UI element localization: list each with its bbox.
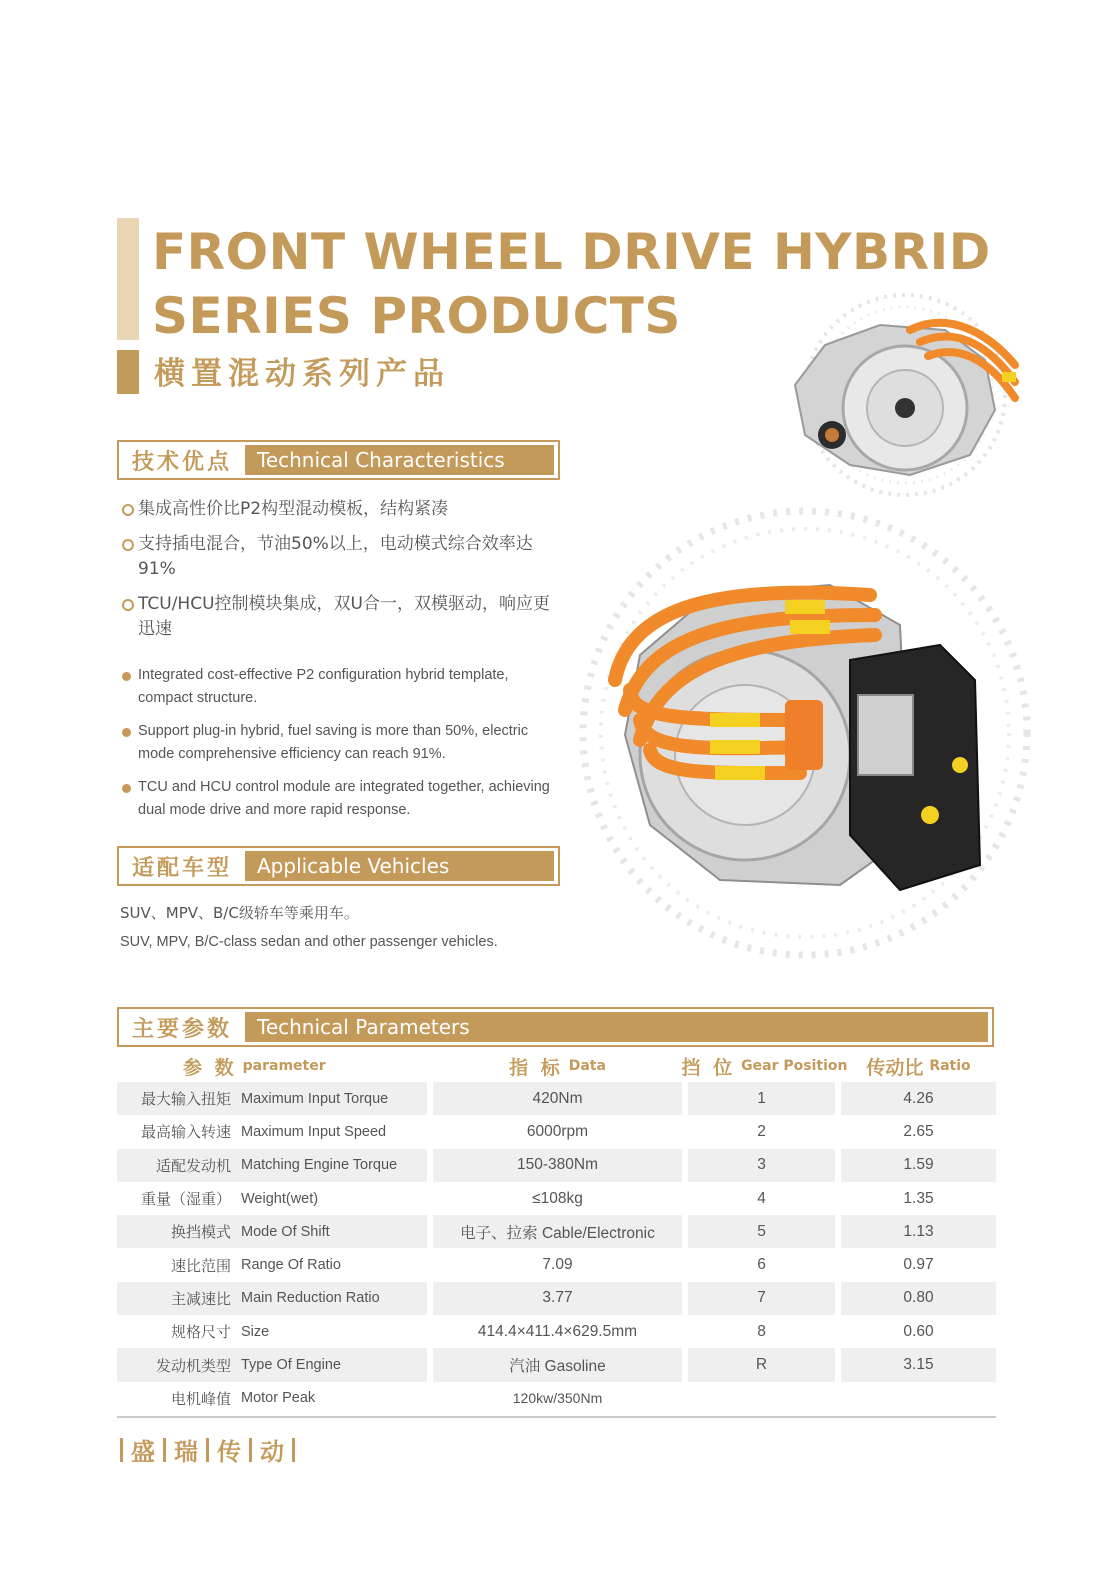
param-name-en: Mode Of Shift <box>241 1223 330 1240</box>
list-item-text: 集成高性价比P2构型混动模板，结构紧凑 <box>138 499 449 519</box>
ratio-cell: 0.97 <box>903 1256 934 1274</box>
page-title-chinese: 横置混动系列产品 <box>154 356 450 392</box>
param-name-en: Type Of Engine <box>241 1357 341 1374</box>
table-row <box>117 1115 996 1148</box>
ratio-cell: 0.80 <box>841 1282 996 1315</box>
param-cell <box>117 1215 427 1248</box>
value-cell: 3.77 <box>433 1282 682 1315</box>
dot-bullet-icon <box>122 784 131 793</box>
transmission-large-illustration <box>570 505 1040 960</box>
brand-separator <box>120 1438 123 1462</box>
gear-cell: 7 <box>688 1282 835 1315</box>
page-title-line-1: FRONT WHEEL DRIVE HYBRID <box>152 223 991 281</box>
applicable-vehicles-label-cn: 适配车型 <box>131 855 232 881</box>
param-name-en: Main Reduction Ratio <box>241 1290 380 1307</box>
param-name-en: Size <box>241 1323 270 1340</box>
gear-cell: 6 <box>757 1256 766 1274</box>
ratio-cell: 1.35 <box>903 1189 934 1207</box>
title-accent-bar <box>117 218 139 340</box>
param-name-cn: 适配发动机 <box>155 1156 231 1175</box>
technical-characteristics-label-en: Technical Characteristics <box>245 445 554 475</box>
param-cell <box>117 1115 427 1148</box>
list-item-text: TCU/HCU控制模块集成，双U合一，双模驱动，响应更迅速 <box>138 594 550 639</box>
dot-bullet-icon <box>122 728 131 737</box>
ratio-cell: 1.13 <box>841 1215 996 1248</box>
param-cell <box>117 1149 427 1182</box>
list-item <box>122 497 562 522</box>
param-name-cn: 速比范围 <box>170 1256 231 1275</box>
list-item-text: 支持插电混合，节油50%以上，电动模式综合效率达91% <box>138 534 533 579</box>
technical-parameters-header <box>117 1007 994 1047</box>
value-cell: 电子、拉索 Cable/Electronic <box>433 1215 682 1248</box>
param-cell <box>117 1382 427 1415</box>
brand-char: 动 <box>260 1438 284 1466</box>
header-data-cn: 指 标 <box>509 1056 563 1079</box>
brand-separator <box>163 1438 166 1462</box>
gear-cell: 4 <box>757 1189 766 1207</box>
table-row <box>117 1382 996 1415</box>
header-gear-cn: 挡 位 <box>681 1056 736 1079</box>
value-cell: 7.09 <box>542 1256 573 1274</box>
header-parameter-en: parameter <box>242 1058 326 1074</box>
header-data <box>433 1053 688 1080</box>
param-cell <box>117 1182 427 1215</box>
param-name-en: Weight(wet) <box>241 1190 319 1207</box>
gear-cell <box>688 1382 835 1415</box>
ratio-cell: 3.15 <box>841 1348 996 1381</box>
applicable-vehicles-text-cn: SUV、MPV、B/C级轿车等乘用车。 <box>120 904 359 922</box>
technical-characteristics-header <box>117 440 560 480</box>
transmission-small-illustration <box>770 290 1035 500</box>
header-gear <box>681 1053 848 1080</box>
gear-cell: 8 <box>757 1322 766 1340</box>
param-cell <box>117 1315 427 1348</box>
gear-cell: 3 <box>688 1149 835 1182</box>
characteristics-list-cn <box>122 497 562 652</box>
param-name-cn: 发动机类型 <box>155 1356 231 1375</box>
value-cell: 150-380Nm <box>433 1149 682 1182</box>
parameters-table <box>117 1050 996 1418</box>
gear-cell: R <box>688 1348 835 1381</box>
param-name-cn: 电机峰值 <box>170 1389 231 1408</box>
list-item-text: Integrated cost-effective P2 configuration hybrid template, compact structure. <box>138 667 509 706</box>
table-row <box>117 1248 996 1281</box>
param-name-cn: 主减速比 <box>170 1289 231 1308</box>
param-name-en: Motor Peak <box>241 1390 316 1407</box>
value-cell: 汽油 Gasoline <box>433 1348 682 1381</box>
dot-bullet-icon <box>122 672 131 681</box>
ratio-cell <box>841 1382 996 1415</box>
brand-separator <box>249 1438 252 1462</box>
list-item <box>122 592 562 642</box>
value-cell: 420Nm <box>433 1082 682 1115</box>
brand-char: 瑞 <box>174 1438 198 1466</box>
param-cell <box>117 1082 427 1115</box>
ring-bullet-icon <box>122 599 134 611</box>
brand-char: 盛 <box>131 1438 155 1466</box>
table-row <box>117 1149 996 1182</box>
brand-separator <box>206 1438 209 1462</box>
param-name-cn: 换挡模式 <box>170 1223 231 1242</box>
table-row <box>117 1315 996 1348</box>
value-cell: 6000rpm <box>526 1122 589 1140</box>
brand-separator <box>292 1438 295 1462</box>
param-cell <box>117 1348 427 1381</box>
subtitle-accent-bar <box>117 350 139 394</box>
header-parameter <box>117 1053 433 1080</box>
param-cell <box>117 1248 427 1281</box>
list-item <box>122 720 562 766</box>
param-name-cn: 最高输入转速 <box>140 1123 231 1142</box>
param-name-cn: 重量（湿重） <box>140 1190 231 1209</box>
technical-parameters-label-en: Technical Parameters <box>245 1012 988 1042</box>
list-item-text: TCU and HCU control module are integrated together, achieving dual mode drive and more rapid response. <box>138 779 550 818</box>
header-ratio-en: Ratio <box>929 1058 971 1074</box>
technical-parameters-label-cn: 主要参数 <box>131 1016 232 1042</box>
header-ratio <box>841 1053 996 1080</box>
applicable-vehicles-label-en: Applicable Vehicles <box>245 851 554 881</box>
list-item <box>122 532 562 582</box>
table-row <box>117 1215 996 1248</box>
table-row <box>117 1182 996 1215</box>
list-item <box>122 776 562 822</box>
applicable-vehicles-header <box>117 846 560 886</box>
list-item-text: Support plug-in hybrid, fuel saving is more than 50%, electric mode comprehensive efficiency can reach 91%. <box>138 723 529 762</box>
ratio-cell: 0.60 <box>903 1322 934 1340</box>
ratio-cell: 4.26 <box>841 1082 996 1115</box>
table-header-row <box>117 1050 996 1082</box>
applicable-vehicles-text-en: SUV, MPV, B/C-class sedan and other passenger vehicles. <box>120 934 498 950</box>
value-cell: 414.4×411.4×629.5mm <box>477 1322 638 1340</box>
param-cell <box>117 1282 427 1315</box>
gear-cell: 1 <box>688 1082 835 1115</box>
list-item <box>122 664 562 710</box>
table-bottom-rule <box>117 1416 996 1418</box>
header-data-en: Data <box>568 1058 606 1074</box>
table-row <box>117 1082 996 1115</box>
param-name-en: Range Of Ratio <box>241 1257 341 1274</box>
gear-cell: 2 <box>757 1122 766 1140</box>
technical-characteristics-label-cn: 技术优点 <box>131 449 232 475</box>
page-title-line-2: SERIES PRODUCTS <box>152 287 681 345</box>
param-name-cn: 最大输入扭矩 <box>140 1090 231 1109</box>
gear-cell: 5 <box>688 1215 835 1248</box>
value-cell: 120kw/350Nm <box>512 1390 603 1407</box>
param-name-en: Matching Engine Torque <box>241 1157 398 1174</box>
characteristics-list-en <box>122 664 562 832</box>
header-ratio-cn: 传动比 <box>866 1056 924 1079</box>
header-gear-en: Gear Position <box>741 1058 848 1074</box>
ratio-cell: 2.65 <box>903 1122 934 1140</box>
ring-bullet-icon <box>122 504 134 516</box>
ratio-cell: 1.59 <box>841 1149 996 1182</box>
brand-mark <box>120 1432 303 1467</box>
table-row <box>117 1282 996 1315</box>
ring-bullet-icon <box>122 539 134 551</box>
param-name-en: Maximum Input Speed <box>241 1123 387 1140</box>
brand-char: 传 <box>217 1438 241 1466</box>
param-name-en: Maximum Input Torque <box>241 1090 389 1107</box>
value-cell: ≤108kg <box>532 1189 583 1207</box>
param-name-cn: 规格尺寸 <box>170 1323 231 1342</box>
header-parameter-cn: 参 数 <box>183 1056 237 1079</box>
table-row <box>117 1348 996 1381</box>
